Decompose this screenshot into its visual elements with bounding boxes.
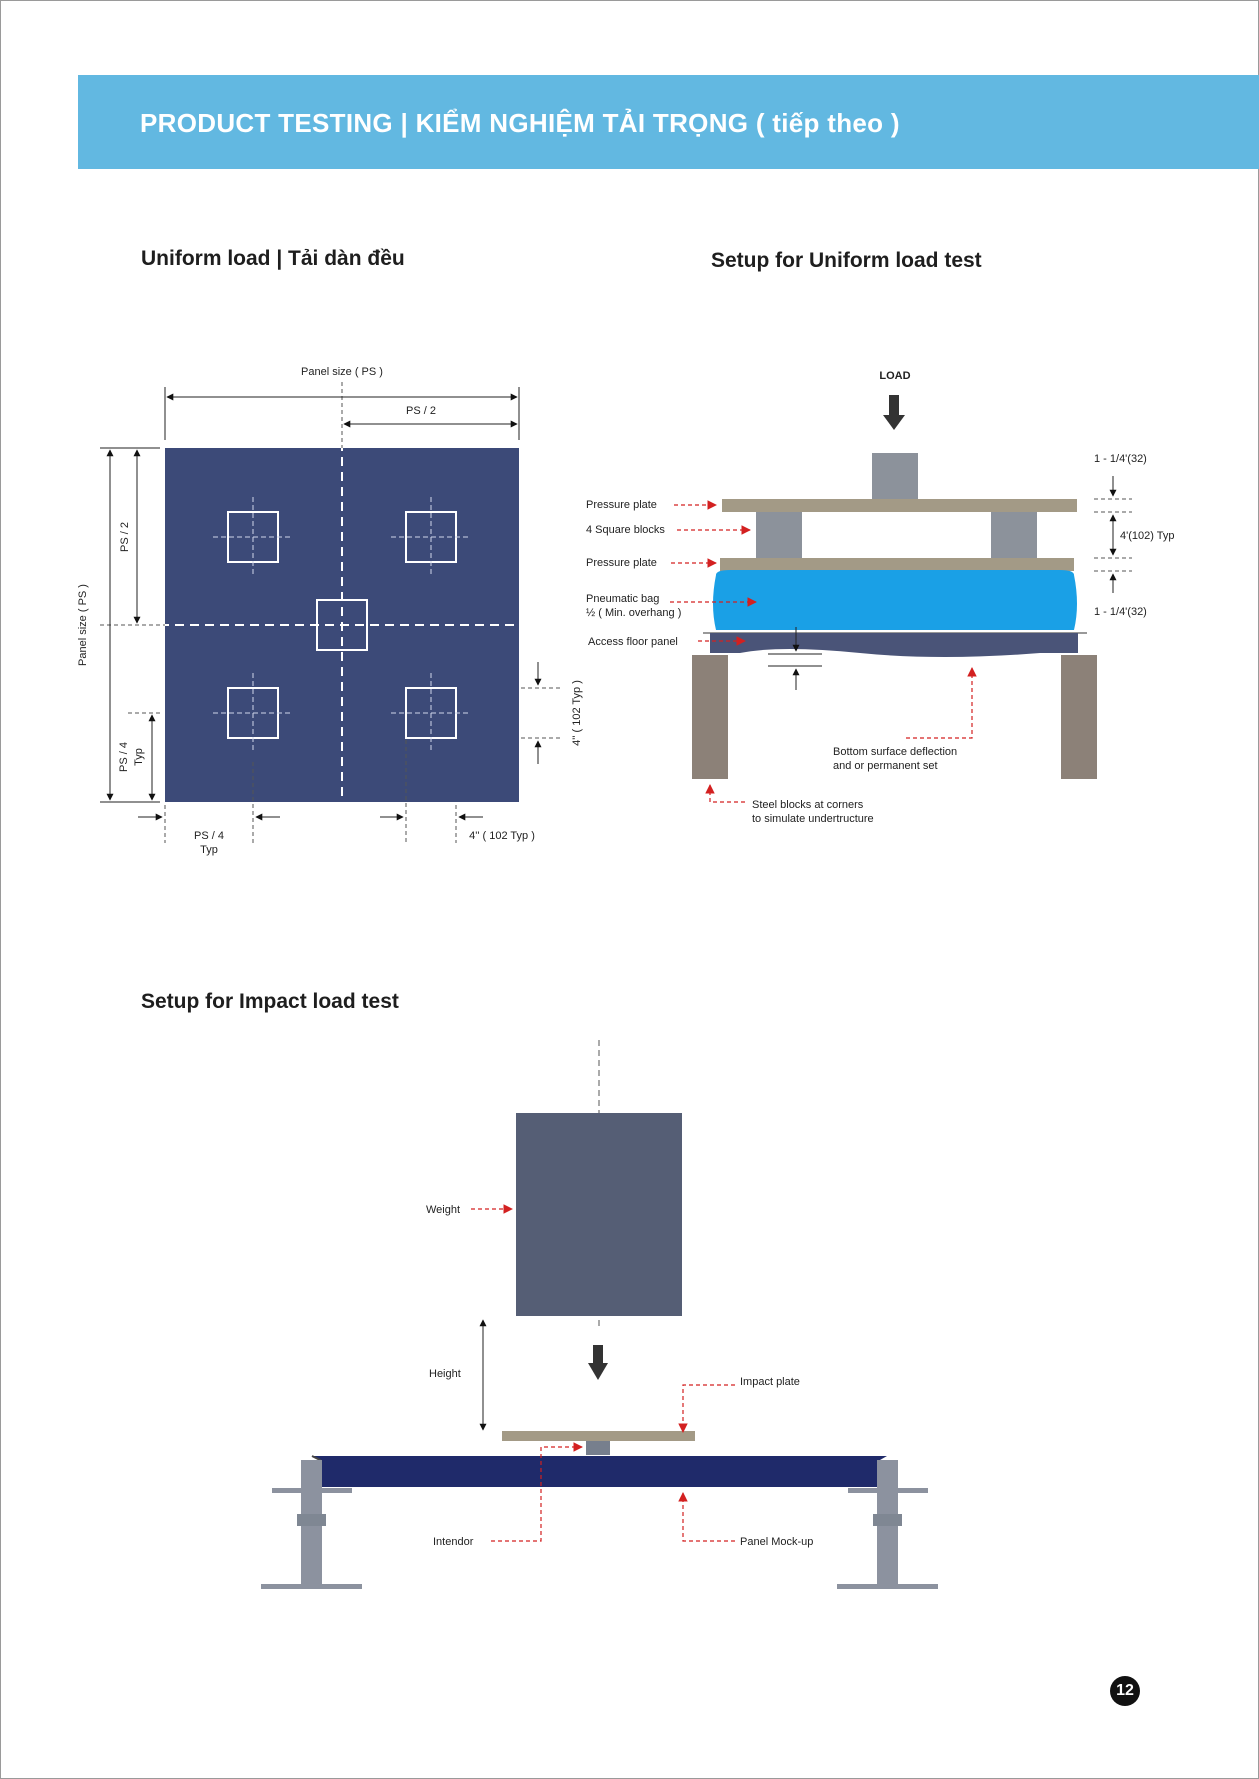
drop-arrow-icon xyxy=(593,1345,603,1365)
uniform-load-title: Uniform load | Tải dàn đều xyxy=(141,247,405,270)
callout-pressure-plate-top: Pressure plate xyxy=(586,499,657,511)
uniform-setup-diagram xyxy=(586,370,1174,825)
page-header-title: PRODUCT TESTING | KIỂM NGHIỆM TẢI TRỌNG ( tiếp theo ) xyxy=(140,108,900,138)
dim-ps-half-left: PS / 2 xyxy=(119,522,131,552)
impact-setup-diagram xyxy=(261,1040,938,1589)
callout-min-overhang: ½ ( Min. overhang ) xyxy=(586,607,682,619)
access-floor-panel xyxy=(710,633,1078,657)
dim-top-thickness: 1 - 1/4'(32) xyxy=(1094,453,1147,465)
callout-impact-plate: Impact plate xyxy=(740,1376,800,1388)
steel-block-right xyxy=(1061,655,1097,779)
dim-panel-size-left: Panel size ( PS ) xyxy=(77,584,89,666)
callout-steel-blocks-line1: Steel blocks at corners xyxy=(752,799,864,811)
dim-block-height: 4'(102) Typ xyxy=(1120,530,1175,542)
callout-pneumatic-bag: Pneumatic bag xyxy=(586,593,660,605)
callout-deflection-line1: Bottom surface deflection xyxy=(833,746,958,758)
dim-four-inch-bottom: 4'' ( 102 Typ ) xyxy=(469,830,535,842)
uniform-setup-title: Setup for Uniform load test xyxy=(711,249,982,272)
callout-pressure-plate-bottom: Pressure plate xyxy=(586,557,657,569)
square-block-left xyxy=(756,512,802,558)
callout-deflection-line2: and or permanent set xyxy=(833,760,938,772)
dim-four-inch-right: 4'' ( 102 Typ ) xyxy=(571,680,583,746)
dim-bottom-thickness: 1 - 1/4'(32) xyxy=(1094,606,1147,618)
square-block-right xyxy=(991,512,1037,558)
dim-ps-quarter-bottom: PS / 4 xyxy=(194,830,224,842)
callout-panel-mockup: Panel Mock-up xyxy=(740,1536,814,1548)
pressure-plate-top xyxy=(722,499,1077,512)
pneumatic-bag xyxy=(713,570,1077,630)
dim-ps-quarter-left: PS / 4 xyxy=(118,742,130,772)
callout-access-floor-panel: Access floor panel xyxy=(588,636,678,648)
load-arrow-icon xyxy=(889,395,899,415)
steel-block-left xyxy=(692,655,728,779)
load-label: LOAD xyxy=(879,370,911,382)
panel-mockup xyxy=(312,1456,887,1487)
impact-weight xyxy=(516,1113,682,1316)
pressure-plate-bottom xyxy=(720,558,1074,571)
impact-setup-title: Setup for Impact load test xyxy=(141,990,399,1013)
dim-typ-bottom: Typ xyxy=(200,844,218,856)
callout-intendor: Intendor xyxy=(433,1536,474,1548)
impact-plate xyxy=(502,1431,695,1441)
dim-ps-half-top: PS / 2 xyxy=(406,405,436,417)
callout-height: Height xyxy=(429,1368,461,1380)
uniform-plan-diagram xyxy=(77,366,583,856)
callout-square-blocks: 4 Square blocks xyxy=(586,524,665,536)
dim-typ-left: Typ xyxy=(133,748,145,766)
callout-weight: Weight xyxy=(426,1204,461,1216)
intendor xyxy=(586,1441,610,1455)
load-block xyxy=(872,453,918,499)
page-number-badge: 12 xyxy=(1110,1676,1140,1706)
callout-steel-blocks-line2: to simulate undertructure xyxy=(752,813,874,825)
dim-panel-size-top: Panel size ( PS ) xyxy=(301,366,383,378)
